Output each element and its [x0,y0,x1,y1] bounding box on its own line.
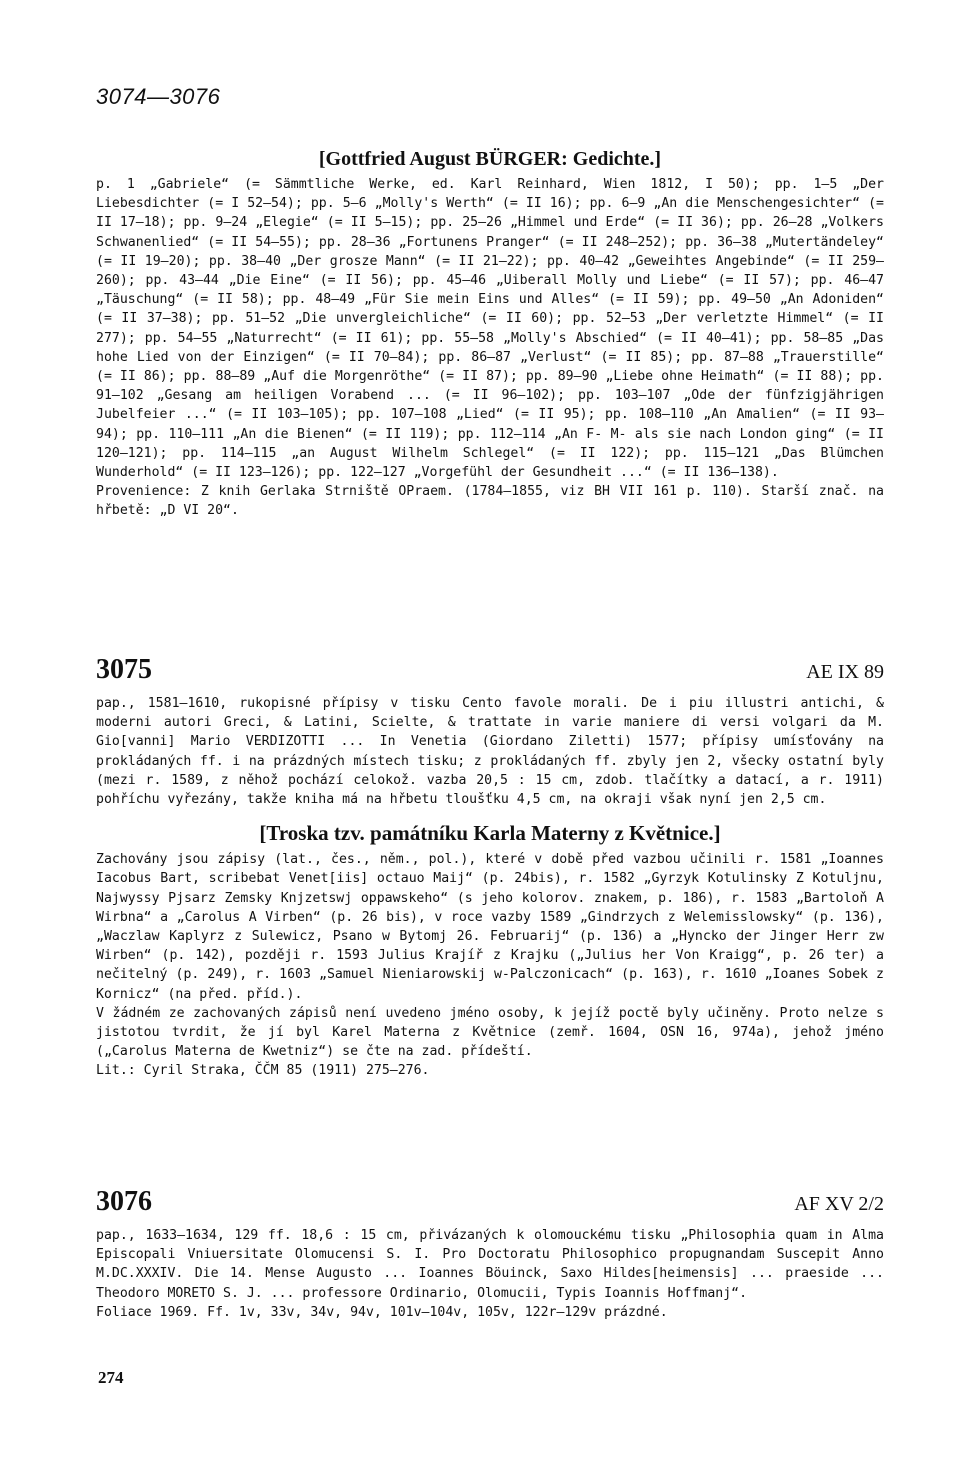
entry-3074-title: [Gottfried August BÜRGER: Gedichte.] [318,148,662,170]
entry-3076-foliation: Foliace 1969. Ff. 1v, 33v, 34v, 94v, 101v—104v, 105v, 122r—129v prázdné. [96,1304,668,1320]
entry-3076-header [96,1186,884,1218]
entry-3075-subtitle: [Troska tzv. památníku Karla Materny z Květnice.] [259,821,721,846]
entry-3074 [96,148,884,521]
entry-number: 3076 [96,1186,152,1217]
entry-3075-header [96,654,884,686]
entry-3075-para1: Zachovány jsou zápisy (lat., čes., něm., pol.), které v době před vazbou učinili r. 1581 „Ioannes Iacobus Bart, scribebat Venet[iis] octauo Maij“ (p. 24bis), r. 1582 „Gyrzyk Kotulinsky Z Kotuljnu, Najwyssy Pjsarz Zemsky Knjzetswj oppawskeho“ (s jeho kolorov. znakem, p. 186), r. 1583 „Bartoloň A Wirbna“ a „Carolus A Virben“ (p. 26 bis), v roce vazby 1589 „Gindrzych z Welemisslowsky“ (p. 136), „Waczlaw Kaplyrz z Sulewicz, Psano w Bytomj 26. Februarij“ (p. 136) a „Hyncko der Jinger Herr zw Wirben“ (p. 142), později r. 1593 Julius Krajíř z Krajku („Julius her Von Kraigg“, p. 26 ter) a nečitelný (p. 249), r. 1603 „Samuel Nieniarowskij w-Palczonicach“ (p. 163), r. 1610 „Ioanes Sobek z Kornicz“ (na před. příd.). [96,852,884,1002]
entry-3075-description: pap., 1581—1610, rukopisné přípisy v tisku Cento favole morali. De i piu illustri antichi, & moderni autori Greci, & Latini, Scielte, & trattate in varie maniere di versi volgari da M. Gio[vanni] Mario VERDIZOTTI ... In Venetia (Giordano Ziletti) 1577; přípisy umísťovány na prokládaných ff. i na prázdných místech tisku; z prokládaných ff. zbyly jen 2, všecky ostatní byly (mezi r. 1589, z něhož pochází celokož. vazba 20,5 : 15 cm, zdob. tlačítky a datací, a r. 1911) pohříchu vyřezány, takže kniha má na hřbetu tloušťku 4,5 cm, na okraji však nyní jen 2,5 cm. [96,696,884,808]
entry-3076-description: pap., 1633—1634, 129 ff. 18,6 : 15 cm, přivázaných k olomouckému tisku „Philosophia quam in Alma Episcopali Vniuersitate Olomucensi S. I. Pro Doctoratu Philosophico propugnandam Suscepit Anno M.DC.XXXIV. Die 14. Mense Augusto ... Ioannes Böuinck, Saxo Hildes[heimensis] ... praeside ... Theodoro MORETO S. J. ... professore Ordinario, Olomucii, Typis Ioannis Hoffmanj“. [96,1228,884,1301]
entry-3076 [96,1186,884,1322]
entry-number: 3075 [96,654,152,685]
entry-3074-provenance: Provenience: Z knih Gerlaka Strniště OPraem. (1784—1855, viz BH VII 161 p. 110). Starší znač. na hřbetě: „D VI 20“. [96,484,884,519]
entry-3075 [96,654,884,1081]
entry-3075-para2: V žádném ze zachovaných zápisů není uvedeno jméno osoby, k jejíž poctě byly učiněny. Proto nelze s jistotou tvrdit, že jí byl Karel Materna z Květnice (zemř. 1604, OSN 16, 974a), jehož jméno („Carolus Materna de Kwetniz“) se čte na zad. přídeští. [96,1005,884,1060]
shelfmark: AF XV 2/2 [794,1193,884,1215]
running-head: 3074—3076 [96,84,221,109]
page-number: 274 [98,1368,124,1387]
shelfmark: AE IX 89 [806,661,884,683]
entry-3075-lit: Lit.: Cyril Straka, ČČM 85 (1911) 275—276. [96,1063,430,1079]
entry-3074-contents: p. 1 „Gabriele“ (= Sämmtliche Werke, ed. Karl Reinhard, Wien 1812, I 50); pp. 1—5 „Der Liebesdichter (= I 52—54); pp. 5—6 „Molly's Werth“ (= II 16); pp. 6—9 „An die Menschengesichter“ (= II 17—18); pp. 9—24 „Elegie“ (= II 5—15); pp. 25—26 „Himmel und Erde“ (= II 36); pp. 26—28 „Volkers Schwanenlied“ (= II 54—55); pp. 28—36 „Fortunens Pranger“ (= II 248—252); pp. 36—38 „Mutertändeley“ (= II 19—20); pp. 38—40 „Der grosze Mann“ (= II 21—22); pp. 40—42 „Geweihtes Angebinde“ (= II 259—260); pp. 43—44 „Die Eine“ (= II 56); pp. 45—46 „Uiberall Molly und Liebe“ (= II 57); pp. 46—47 „Täuschung“ (= II 58); pp. 48—49 „Für Sie mein Eins und Alles“ (= II 59); pp. 49—50 „An Adoniden“ (= II 37—38); pp. 51—52 „Die unvergleichliche“ (= II 60); pp. 52—53 „Der verletzte Himmel“ (= II 277); pp. 54—55 „Naturrecht“ (= II 61); pp. 55—58 „Molly's Abschied“ (= II 40—41); pp. 58—85 „Das hohe Lied von der Einzigen“ (= II 70—84); pp. 86—87 „Verlust“ (= II 85); pp. 87—88 „Trauerstille“ (= II 86); pp. 88—89 „Auf die Morgenröthe“ (= II 87); pp. 89—90 „Liebe ohne Heimath“ (= II 88); pp. 91—102 „Gesang am heiligen Vorabend ... (= II 96—102); pp. 103—107 „Ode der fünfzigjährigen Jubelfeier ...“ (= II 103—105); pp. 107—108 „Lied“ (= II 95); pp. 108—110 „An Amalien“ (= II 93—94); pp. 110—111 „An die Bienen“ (= II 119); pp. 112—114 „An F- M- als sie nach London ging“ (= II 120—121); pp. 114—115 „an August Wilhelm Schlegel“ (= II 122); pp. 115—121 „Das Blümchen Wunderhold“ (= II 123—126); pp. 122—127 „Vorgefühl der Gesundheit ...“ (= II 136—138). [96,177,884,481]
